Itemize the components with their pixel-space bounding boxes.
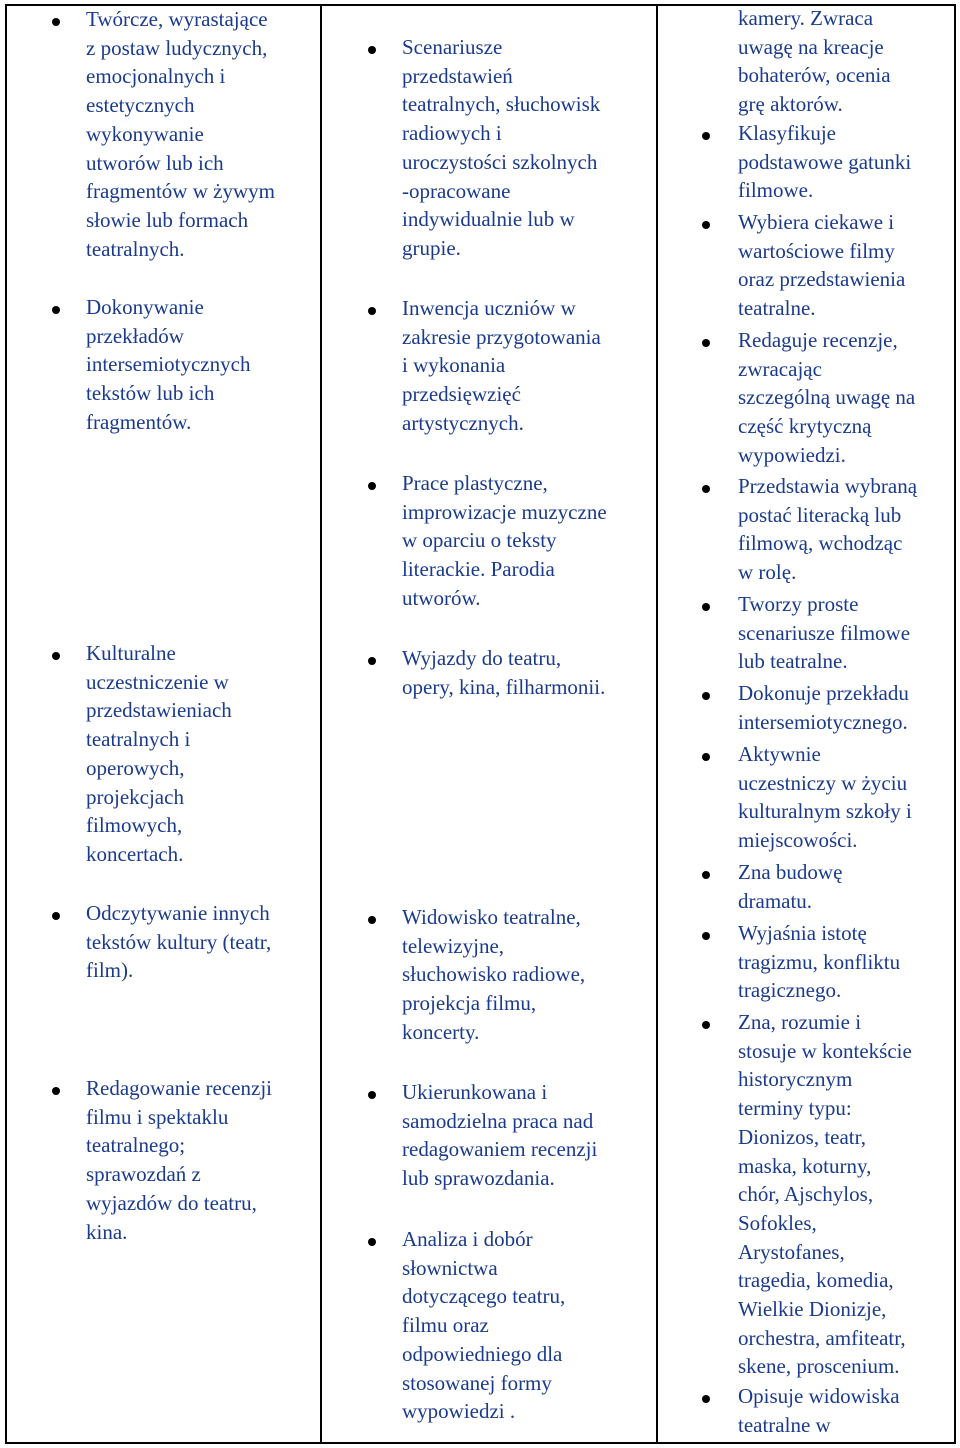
column-divider (656, 4, 658, 1444)
bullet-icon (368, 46, 376, 54)
list-item: Twórcze, wyrastające z postaw ludycznych, emocjonalnych i estetycznych wykonywanie utworów lub ich fragmentów w żywym słowie lub formach teatralnych. (86, 7, 275, 261)
bullet-icon (368, 1091, 376, 1099)
bullet-icon (702, 132, 710, 140)
bullet-icon (52, 652, 60, 660)
list-item: Widowisko teatralne, telewizyjne, słuchowisko radiowe, projekcja filmu, koncerty. (402, 905, 586, 1044)
bullet-icon (368, 307, 376, 315)
bullet-icon (52, 1087, 60, 1095)
list-item: Wyjaśnia istotę tragizmu, konfliktu tragicznego. (738, 921, 901, 1003)
list-item: Redaguje recenzje, zwracając szczególną uwagę na część krytyczną wypowiedzi. (738, 328, 916, 467)
list-item: Inwencja uczniów w zakresie przygotowania i wykonania przedsięwzięć artystycznych. (402, 296, 601, 435)
bullet-icon (702, 221, 710, 229)
list-item: Wybiera ciekawe i wartościowe filmy oraz przedstawienia teatralne. (738, 210, 906, 321)
list-item: Przedstawia wybraną postać literacką lub filmową, wchodząc w rolę. (738, 474, 918, 585)
list-item: Zna, rozumie i stosuje w kontekście historycznym terminy typu: Dionizos, teatr, maska, koturny, chór, Ajschylos, Sofokles, Arystofanes, tragedia, komedia, Wielkie Dionizje, orchestra, amfiteatr, skene, proscenium. (738, 1010, 912, 1379)
column-divider (320, 4, 322, 1444)
list-item: Aktywnie uczestniczy w życiu kulturalnym szkoły i miejscowości. (738, 742, 912, 853)
bullet-icon (702, 692, 710, 700)
bullet-icon (52, 18, 60, 26)
bullet-icon (702, 871, 710, 879)
list-item: Wyjazdy do teatru, opery, kina, filharmonii. (402, 646, 606, 699)
bullet-icon (702, 932, 710, 940)
list-item: Ukierunkowana i samodzielna praca nad redagowaniem recenzji lub sprawozdania. (402, 1080, 598, 1191)
list-item: Opisuje widowiska teatralne w (738, 1384, 900, 1437)
bullet-icon (702, 603, 710, 611)
list-item: Kulturalne uczestniczenie w przedstawieniach teatralnych i operowych, projekcjach filmowych, koncertach. (86, 641, 232, 866)
bullet-icon (368, 1238, 376, 1246)
list-item: Tworzy proste scenariusze filmowe lub teatralne. (738, 592, 911, 674)
list-item: Zna budowę dramatu. (738, 860, 843, 913)
bullet-icon (52, 912, 60, 920)
bullet-icon (368, 482, 376, 490)
list-item: Dokonywanie przekładów intersemiotycznych tekstów lub ich fragmentów. (86, 295, 251, 434)
bullet-icon (702, 485, 710, 493)
bullet-icon (368, 657, 376, 665)
bullet-icon (702, 1021, 710, 1029)
bullet-icon (702, 1395, 710, 1403)
list-item: Scenariusze przedstawień teatralnych, słuchowisk radiowych i uroczystości szkolnych -opracowane indywidualnie lub w grupie. (402, 35, 601, 260)
list-item: Analiza i dobór słownictwa dotyczącego teatru, filmu oraz odpowiedniego dla stosowanej formy wypowiedzi . (402, 1227, 566, 1424)
bullet-icon (52, 306, 60, 314)
list-item: Klasyfikuje podstawowe gatunki filmowe. (738, 121, 912, 203)
list-item: Odczytywanie innych tekstów kultury (teatr, film). (86, 901, 272, 983)
continued-text: kamery. Zwraca uwagę na kreacje bohaterów, ocenia grę aktorów. (738, 6, 891, 117)
bullet-icon (368, 916, 376, 924)
bullet-icon (702, 339, 710, 347)
bullet-icon (702, 753, 710, 761)
list-item: Redagowanie recenzji filmu i spektaklu teatralnego; sprawozdań z wyjazdów do teatru, kina. (86, 1076, 272, 1244)
list-item: Dokonuje przekładu intersemiotycznego. (738, 681, 909, 734)
list-item: Prace plastyczne, improwizacje muzyczne w oparciu o teksty literackie. Parodia utworów. (402, 471, 607, 610)
